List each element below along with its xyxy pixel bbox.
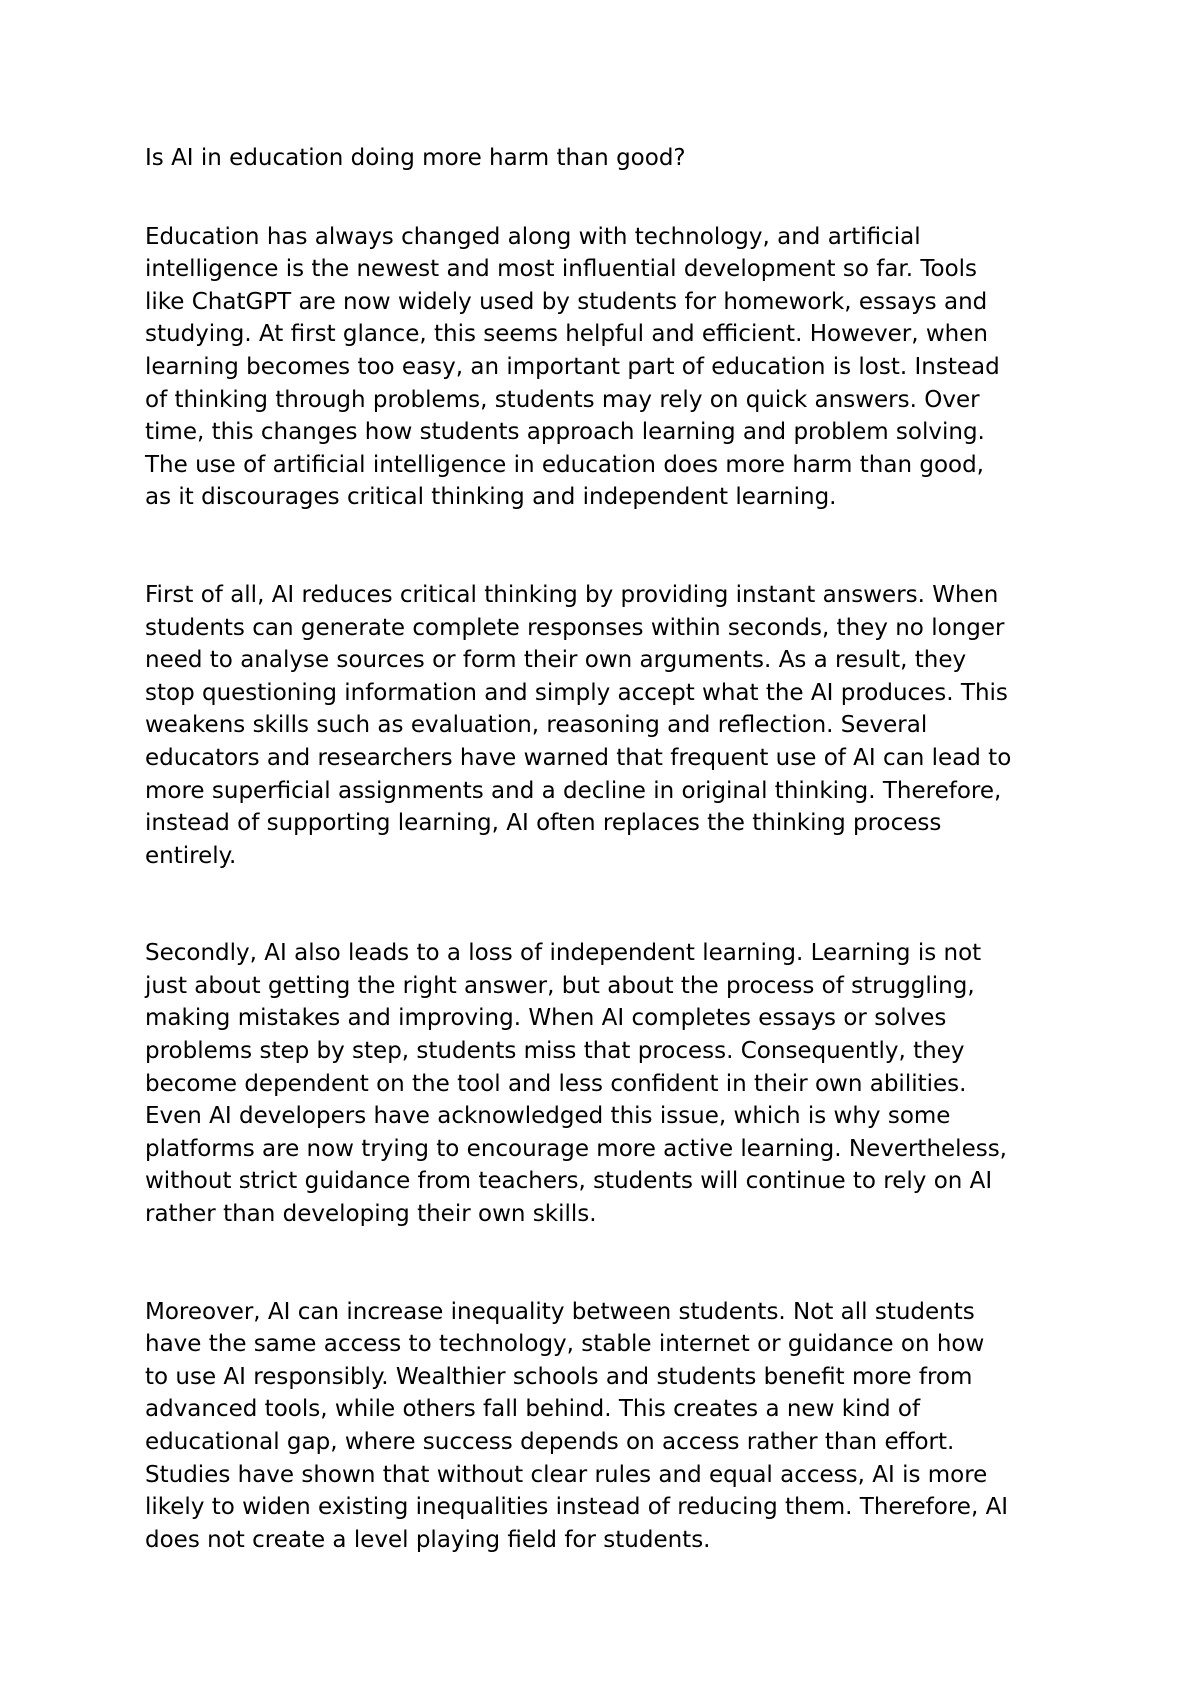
document-title: Is AI in education doing more harm than good? (145, 145, 686, 171)
paragraph-independent-learning: Secondly, AI also leads to a loss of independent learning. Learning is not just about getting the right answer, but about the process of struggling, making mistakes and improving. When AI completes essays or solves problems step by step, students miss that process. Consequently, they become dependent on the tool and less confident in their own abilities. Even AI developers have acknowledged this issue, which is why some platforms are now trying to encourage more active learning. Nevertheless, without strict guidance from teachers, students will continue to rely on AI rather than developing their own skills. (145, 940, 1007, 1228)
paragraph-inequality: Moreover, AI can increase inequality between students. Not all students have the same access to technology, stable internet or guidance on how to use AI responsibly. Wealthier schools and students benefit more from advanced tools, while others fall behind. This creates a new kind of educational gap, where success depends on access rather than effort. Studies have shown that without clear rules and equal access, AI is more likely to widen existing inequalities instead of reducing them. Therefore, AI does not create a level playing field for students. (145, 1298, 1009, 1553)
paragraph-critical-thinking: First of all, AI reduces critical thinking by providing instant answers. When students can generate complete responses within seconds, they no longer need to analyse sources or form their own arguments. As a result, they stop questioning information and simply accept what the AI produces. This weakens skills such as evaluation, reasoning and reflection. Several educators and researchers have warned that frequent use of AI can lead to more superficial assignments and a decline in original thinking. Therefore, instead of supporting learning, AI often replaces the thinking process entirely. (145, 581, 1012, 869)
document-body (145, 142, 1075, 1556)
paragraph-introduction: Education has always changed along with technology, and artificial intelligence is the newest and most influential development so far. Tools like ChatGPT are now widely used by students for homework, essays and studying. At first glance, this seems helpful and efficient. However, when learning becomes too easy, an important part of education is lost. Instead of thinking through problems, students may rely on quick answers. Over time, this changes how students approach learning and problem solving. The use of artificial intelligence in education does more harm than good, as it discourages critical thinking and independent learning. (145, 223, 1000, 511)
